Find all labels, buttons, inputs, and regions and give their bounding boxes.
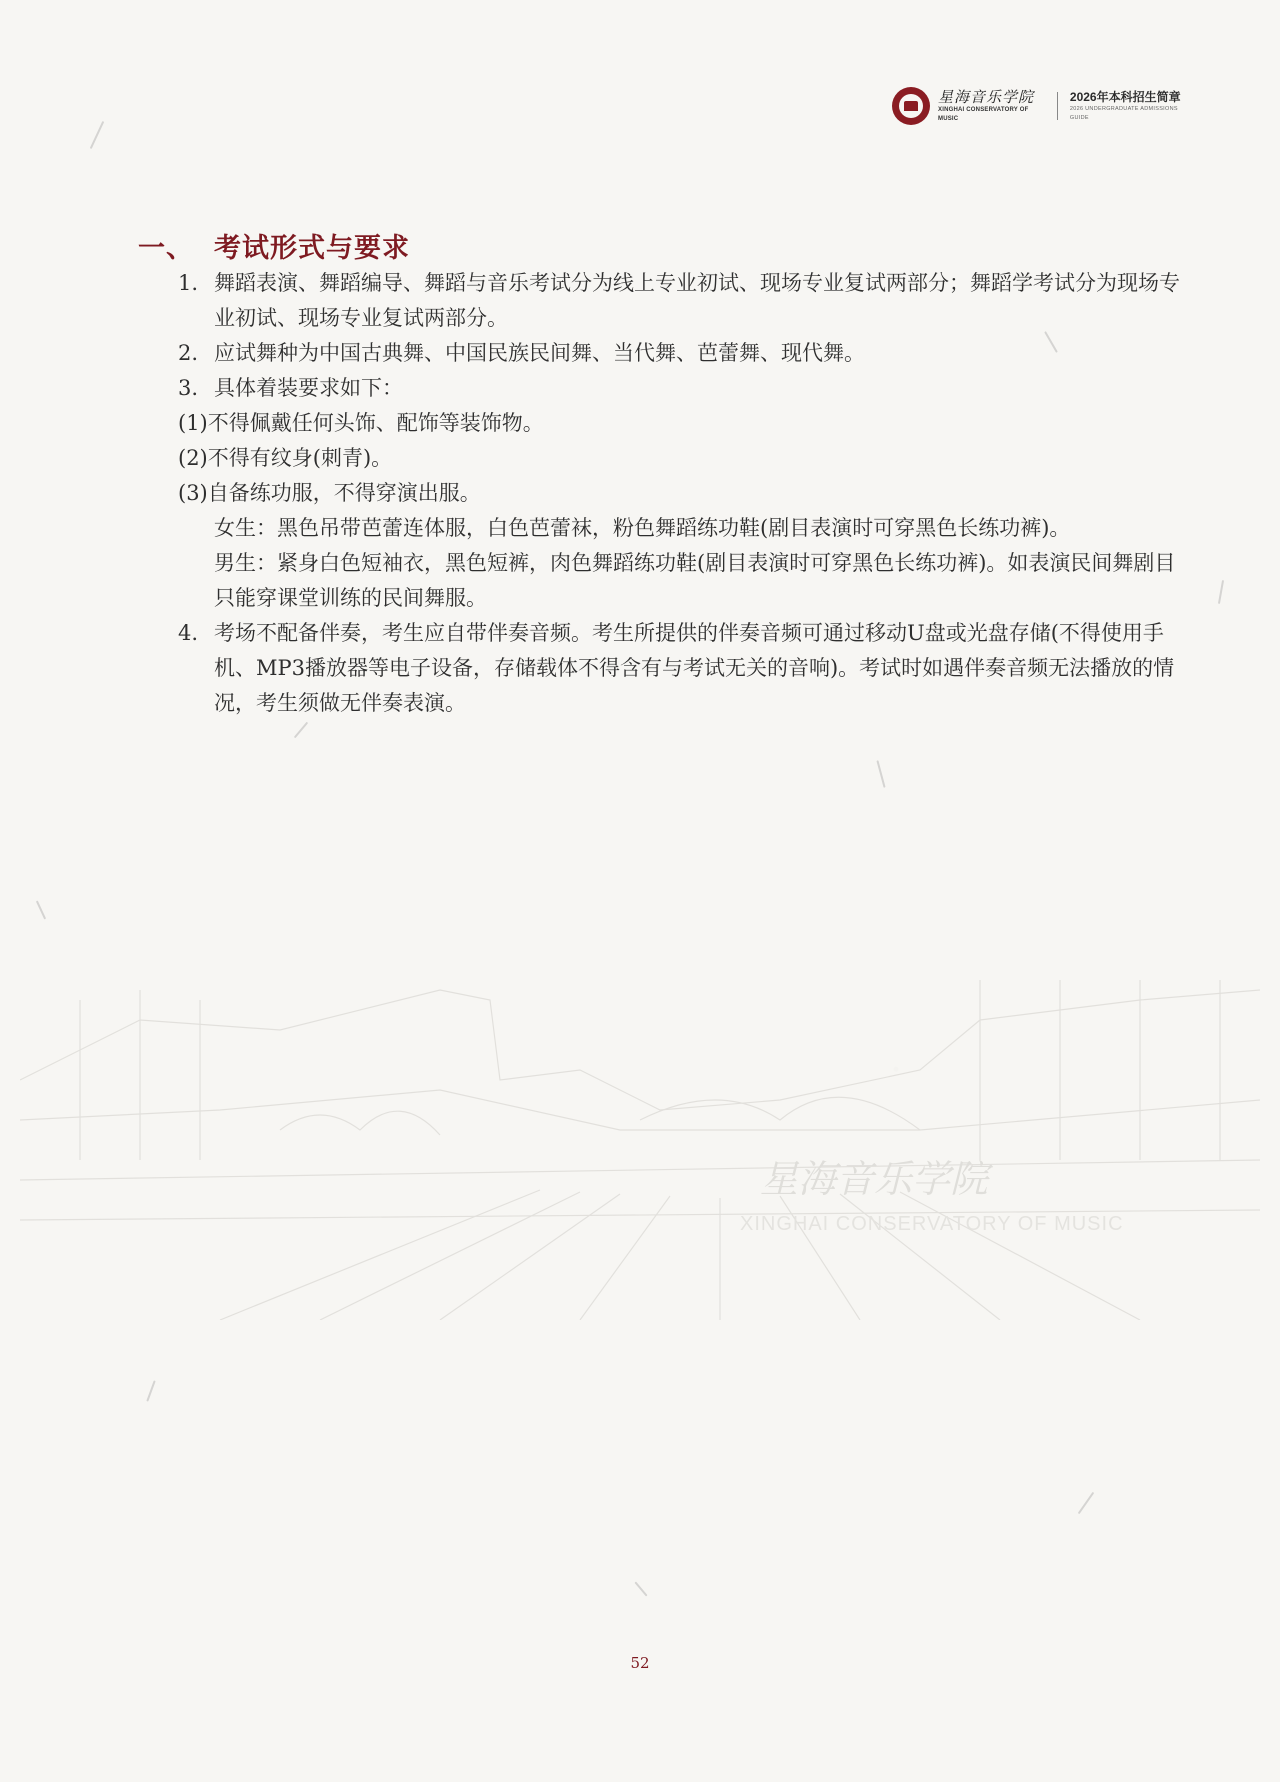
male-dress-code: 男生：紧身白色短袖衣，黑色短裤，肉色舞蹈练功鞋(剧目表演时可穿黑色长练功裤)。如表演民间舞剧目只能穿课堂训练的民间舞服。 <box>214 551 1176 610</box>
list-item <box>170 371 1180 406</box>
section-heading <box>138 226 410 265</box>
logo-wordmark <box>938 88 1045 124</box>
guide-title-cn: 2026年本科招生简章 <box>1069 90 1181 104</box>
section-number: 一、 <box>138 233 194 264</box>
sub-item: (3)自备练功服，不得穿演出服。 <box>178 481 481 505</box>
item-text: 舞蹈表演、舞蹈编导、舞蹈与音乐考试分为线上专业初试、现场专业复试两部分；舞蹈学考试分为现场专业初试、现场专业复试两部分。 <box>214 271 1180 330</box>
watermark-name-cn: 星海音乐学院 <box>760 1157 989 1201</box>
logo-name-en: XINGHAI CONSERVATORY OF MUSIC <box>938 107 1029 122</box>
guide-title-en: 2026 UNDERGRADUATE ADMISSIONS GUIDE <box>1069 106 1178 121</box>
section-title: 考试形式与要求 <box>214 233 410 264</box>
item-text: 考场不配备伴奏，考生应自带伴奏音频。考生所提供的伴奏音频可通过移动U盘或光盘存储(不得使用手机、MP3播放器等电子设备，存储载体不得含有与考试无关的音响)。考试时如遇伴奏音频无法播放的情况，考生须做无伴奏表演。 <box>214 621 1175 715</box>
list-item <box>170 616 1180 721</box>
list-item <box>170 336 1180 371</box>
campus-sketch-watermark <box>20 960 1260 1320</box>
header-divider <box>1057 92 1058 120</box>
item-text: 应试舞种为中国古典舞、中国民族民间舞、当代舞、芭蕾舞、现代舞。 <box>214 341 865 365</box>
sub-item: (1)不得佩戴任何头饰、配饰等装饰物。 <box>178 411 544 435</box>
item-text: 具体着装要求如下： <box>214 376 403 400</box>
watermark-name-en: XINGHAI CONSERVATORY OF MUSIC <box>740 1213 1124 1235</box>
item-marker: 1. <box>178 271 199 295</box>
guide-title <box>1070 89 1192 123</box>
item-marker: 3. <box>178 376 199 400</box>
conservatory-seal-icon <box>892 87 930 125</box>
logo-name-cn: 星海音乐学院 <box>938 88 1035 106</box>
page-number: 52 <box>630 1654 650 1672</box>
section-content <box>170 266 1180 721</box>
item-marker: 4. <box>178 621 199 645</box>
list-item <box>170 266 1180 336</box>
item-marker: 2. <box>178 341 199 365</box>
sub-item: (2)不得有纹身(刺青)。 <box>178 446 393 470</box>
female-dress-code: 女生：黑色吊带芭蕾连体服，白色芭蕾袜，粉色舞蹈练功鞋(剧目表演时可穿黑色长练功裤)。 <box>214 516 1071 540</box>
page-header <box>892 86 1192 126</box>
